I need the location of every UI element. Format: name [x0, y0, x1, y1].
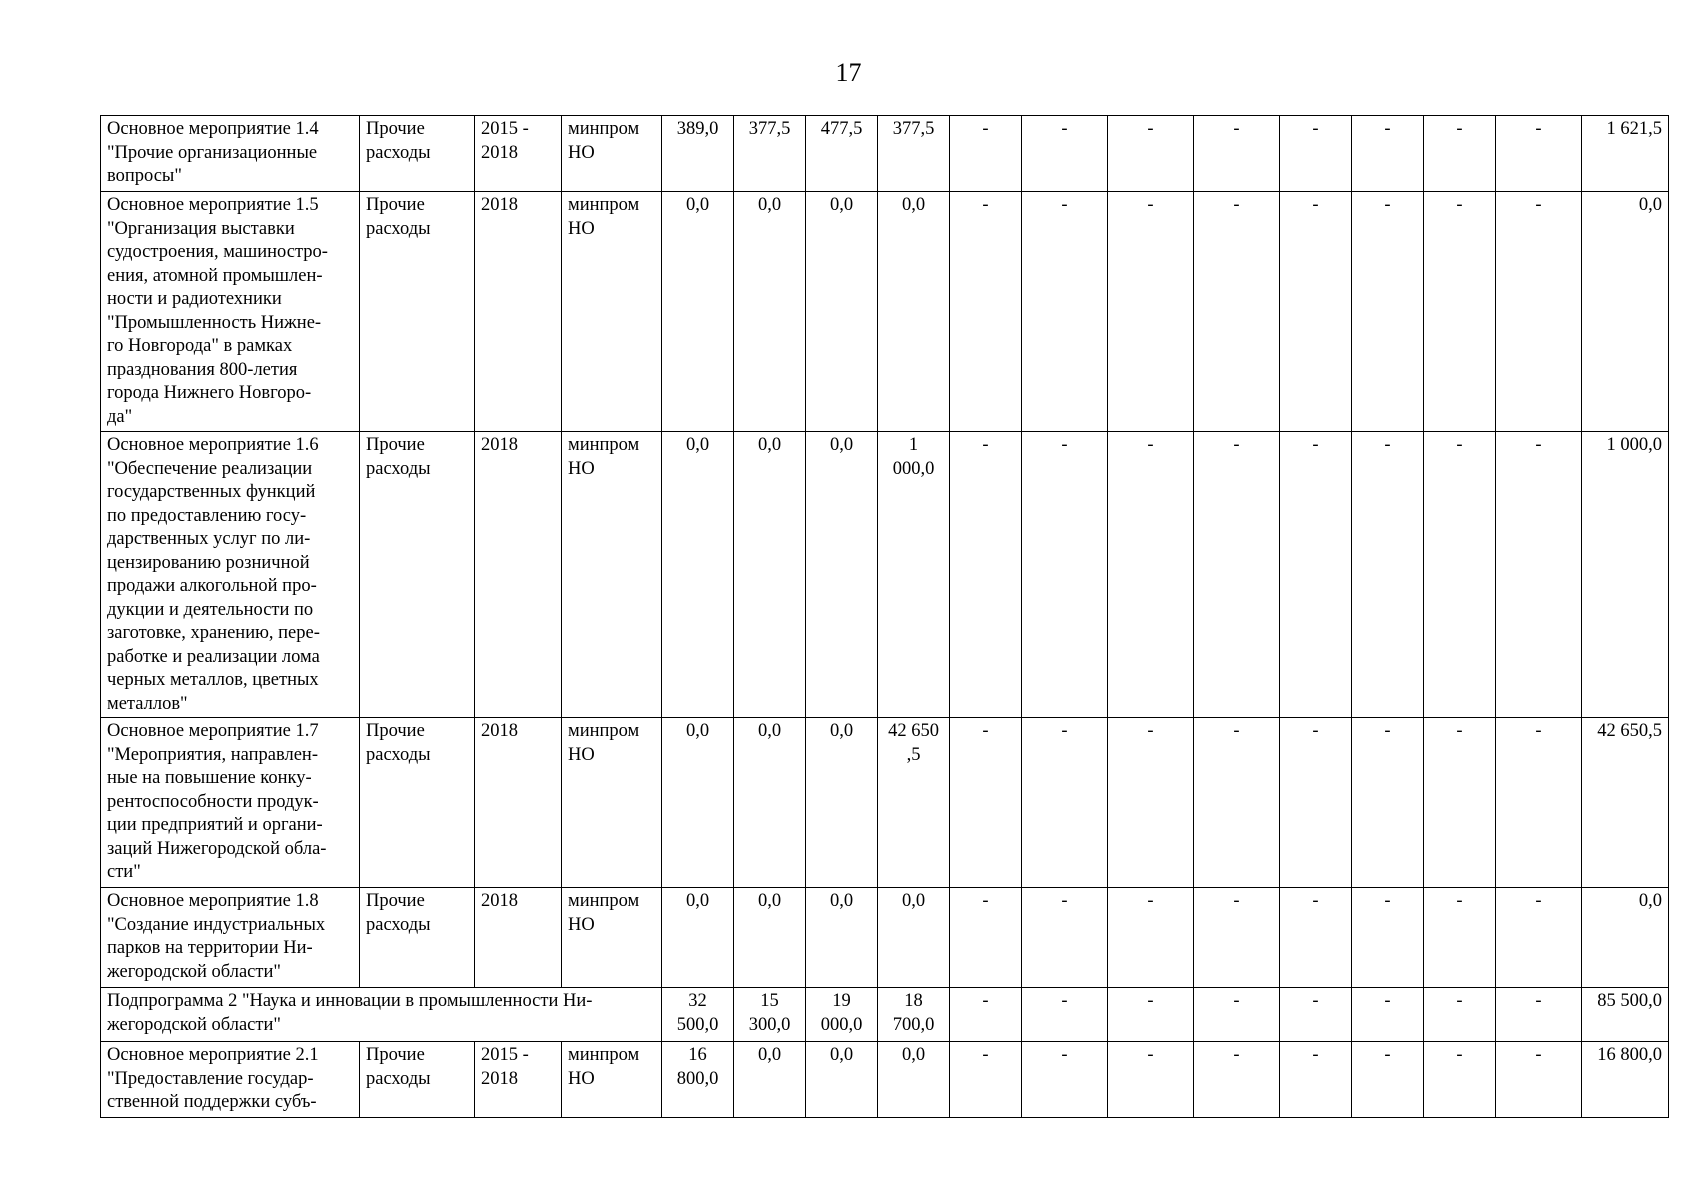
- period-cell: [475, 432, 562, 718]
- executor-cell: [562, 888, 662, 988]
- cell-line: расходы: [366, 458, 431, 479]
- period-cell: [475, 888, 562, 988]
- cell-line: 0,0: [757, 891, 782, 911]
- cell-line: жегородской области": [107, 1014, 281, 1035]
- activity-row: [101, 116, 1669, 192]
- cell-line: черных металлов, цветных: [107, 670, 319, 690]
- executor-cell: [562, 1042, 662, 1118]
- cell-line: "Создание индустриальных: [107, 914, 326, 935]
- empty-value-cell: -: [1108, 718, 1194, 888]
- cell-line: празднования 800-летия: [107, 359, 298, 380]
- cell-line: Прочие: [366, 119, 425, 139]
- cell-line: минпром: [568, 119, 640, 139]
- empty-value-cell: -: [1352, 1042, 1424, 1118]
- executor-cell: [562, 432, 662, 718]
- empty-value-cell: -: [1108, 192, 1194, 432]
- empty-value-cell: -: [1194, 1042, 1280, 1118]
- year-value-cell: [878, 888, 950, 988]
- empty-value-cell: -: [1108, 988, 1194, 1042]
- empty-value-cell: -: [1280, 116, 1352, 192]
- empty-value-cell: -: [1496, 988, 1582, 1042]
- cell-line: 0,0: [829, 195, 854, 215]
- empty-value-cell: -: [950, 888, 1022, 988]
- cell-line: дарственных услуг по ли-: [107, 529, 311, 549]
- budget-table: [100, 115, 1669, 1118]
- cell-line: "Мероприятия, направлен-: [107, 744, 318, 765]
- empty-value-cell: -: [1022, 432, 1108, 718]
- activity-row: [101, 718, 1669, 888]
- year-value-cell: [734, 888, 806, 988]
- cell-line: Подпрограмма 2 "Наука и инновации в промышленности Ни-: [107, 991, 593, 1011]
- cell-line: Прочие: [366, 195, 425, 215]
- executor-cell: [562, 192, 662, 432]
- cell-line: 477,5: [820, 119, 863, 139]
- cell-line: го Новгорода" в рамках: [107, 336, 293, 356]
- cell-line: 0,0: [901, 195, 926, 215]
- expense-type-cell: [360, 1042, 475, 1118]
- total-cell: 1 621,5: [1582, 116, 1669, 192]
- total-cell: 0,0: [1582, 192, 1669, 432]
- cell-line: 0,0: [757, 435, 782, 455]
- cell-line: 700,0: [892, 1014, 935, 1035]
- cell-line: НО: [568, 218, 595, 239]
- cell-line: ции предприятий и органи-: [107, 815, 323, 835]
- empty-value-cell: -: [1108, 432, 1194, 718]
- period-cell: [475, 718, 562, 888]
- expense-type-cell: [360, 432, 475, 718]
- cell-line: 377,5: [748, 119, 791, 139]
- empty-value-cell: -: [1280, 432, 1352, 718]
- empty-value-cell: -: [1022, 888, 1108, 988]
- year-value-cell: [878, 432, 950, 718]
- year-value-cell: [806, 432, 878, 718]
- empty-value-cell: -: [1022, 1042, 1108, 1118]
- empty-value-cell: -: [950, 1042, 1022, 1118]
- empty-value-cell: -: [1352, 718, 1424, 888]
- empty-value-cell: -: [1022, 116, 1108, 192]
- cell-line: заготовке, хранению, пере-: [107, 623, 320, 643]
- year-value-cell: [878, 718, 950, 888]
- expense-type-cell: [360, 888, 475, 988]
- cell-line: 42 650: [888, 721, 939, 741]
- expense-type-cell: [360, 718, 475, 888]
- cell-line: 000,0: [892, 458, 935, 479]
- empty-value-cell: -: [1022, 988, 1108, 1042]
- cell-line: 0,0: [757, 1045, 782, 1065]
- cell-line: 2018: [481, 891, 518, 911]
- year-value-cell: [662, 888, 734, 988]
- year-value-cell: [806, 1042, 878, 1118]
- cell-line: расходы: [366, 1068, 431, 1089]
- year-value-cell: [878, 192, 950, 432]
- cell-line: жегородской области": [107, 961, 281, 982]
- cell-line: металлов": [107, 693, 188, 714]
- year-value-cell: [734, 718, 806, 888]
- cell-line: сти": [107, 862, 141, 882]
- empty-value-cell: -: [1496, 116, 1582, 192]
- empty-value-cell: -: [1194, 988, 1280, 1042]
- activity-name-cell: [101, 432, 360, 718]
- activity-name-cell: [101, 192, 360, 432]
- table-body: [101, 116, 1669, 1118]
- empty-value-cell: -: [1022, 192, 1108, 432]
- cell-line: 0,0: [829, 1045, 854, 1065]
- year-value-cell: [734, 116, 806, 192]
- total-cell: 85 500,0: [1582, 988, 1669, 1042]
- cell-line: 0,0: [901, 1045, 926, 1065]
- cell-line: 0,0: [685, 195, 710, 215]
- cell-line: 32: [688, 991, 707, 1011]
- cell-line: "Предоставление государ-: [107, 1068, 314, 1089]
- cell-line: 2018: [481, 721, 518, 741]
- year-value-cell: [806, 718, 878, 888]
- cell-line: Прочие: [366, 1045, 425, 1065]
- empty-value-cell: -: [950, 988, 1022, 1042]
- cell-line: "Промышленность Нижне-: [107, 312, 322, 333]
- year-value-cell: [806, 988, 878, 1042]
- cell-line: "Прочие организационные: [107, 142, 318, 163]
- empty-value-cell: -: [1022, 718, 1108, 888]
- year-value-cell: [662, 718, 734, 888]
- cell-line: "Организация выставки: [107, 218, 295, 239]
- activity-name-cell: [101, 718, 360, 888]
- activity-row: [101, 432, 1669, 718]
- cell-line: Прочие: [366, 435, 425, 455]
- cell-line: ения, атомной промышлен-: [107, 265, 323, 286]
- year-value-cell: [662, 192, 734, 432]
- empty-value-cell: -: [1194, 888, 1280, 988]
- cell-line: ности и радиотехники: [107, 289, 282, 309]
- empty-value-cell: -: [1280, 888, 1352, 988]
- cell-line: расходы: [366, 744, 431, 765]
- year-value-cell: [806, 116, 878, 192]
- empty-value-cell: -: [1424, 988, 1496, 1042]
- empty-value-cell: -: [1424, 192, 1496, 432]
- period-cell: [475, 1042, 562, 1118]
- empty-value-cell: -: [1496, 432, 1582, 718]
- empty-value-cell: -: [1194, 192, 1280, 432]
- cell-line: минпром: [568, 435, 640, 455]
- cell-line: продажи алкогольной про-: [107, 576, 317, 596]
- empty-value-cell: -: [1352, 116, 1424, 192]
- cell-line: 19: [832, 991, 851, 1011]
- cell-line: цензированию розничной: [107, 552, 310, 573]
- empty-value-cell: -: [1352, 888, 1424, 988]
- empty-value-cell: -: [1496, 888, 1582, 988]
- cell-line: минпром: [568, 721, 640, 741]
- empty-value-cell: -: [1496, 1042, 1582, 1118]
- year-value-cell: [806, 888, 878, 988]
- activity-name-cell: [101, 888, 360, 988]
- empty-value-cell: -: [1424, 718, 1496, 888]
- cell-line: Основное мероприятие 1.6: [107, 435, 319, 455]
- cell-line: 800,0: [676, 1068, 719, 1089]
- empty-value-cell: -: [1352, 192, 1424, 432]
- year-value-cell: [878, 116, 950, 192]
- cell-line: 0,0: [685, 891, 710, 911]
- cell-line: ные на повышение конку-: [107, 768, 312, 788]
- cell-line: Прочие: [366, 891, 425, 911]
- cell-line: "Обеспечение реализации: [107, 458, 313, 479]
- cell-line: 500,0: [676, 1014, 719, 1035]
- cell-line: государственных функций: [107, 482, 316, 502]
- empty-value-cell: -: [950, 718, 1022, 888]
- cell-line: 0,0: [829, 891, 854, 911]
- cell-line: 0,0: [685, 435, 710, 455]
- year-value-cell: [662, 432, 734, 718]
- activity-name-cell: [101, 1042, 360, 1118]
- empty-value-cell: -: [1496, 192, 1582, 432]
- empty-value-cell: -: [1424, 432, 1496, 718]
- cell-line: заций Нижегородской обла-: [107, 838, 327, 859]
- cell-line: минпром: [568, 1045, 640, 1065]
- cell-line: судостроения, машиностро-: [107, 242, 328, 262]
- year-value-cell: [806, 192, 878, 432]
- expense-type-cell: [360, 192, 475, 432]
- empty-value-cell: -: [1108, 116, 1194, 192]
- empty-value-cell: -: [950, 432, 1022, 718]
- empty-value-cell: -: [1194, 116, 1280, 192]
- cell-line: 0,0: [757, 721, 782, 741]
- cell-line: расходы: [366, 142, 431, 163]
- cell-line: 0,0: [829, 721, 854, 741]
- cell-line: Основное мероприятие 1.7: [107, 721, 319, 741]
- executor-cell: [562, 116, 662, 192]
- activity-row: [101, 888, 1669, 988]
- cell-line: НО: [568, 1068, 595, 1089]
- cell-line: 1: [908, 435, 919, 455]
- cell-line: вопросы": [107, 166, 182, 186]
- year-value-cell: [662, 1042, 734, 1118]
- cell-line: 300,0: [748, 1014, 791, 1035]
- cell-line: минпром: [568, 891, 640, 911]
- empty-value-cell: -: [950, 192, 1022, 432]
- total-cell: 1 000,0: [1582, 432, 1669, 718]
- empty-value-cell: -: [1194, 432, 1280, 718]
- cell-line: 2018: [481, 195, 518, 215]
- page-number: 17: [835, 58, 862, 87]
- empty-value-cell: -: [1424, 1042, 1496, 1118]
- empty-value-cell: -: [1194, 718, 1280, 888]
- cell-line: рентоспособности продук-: [107, 791, 319, 812]
- cell-line: 18: [904, 991, 923, 1011]
- cell-line: Основное мероприятие 1.5: [107, 195, 319, 215]
- year-value-cell: [734, 432, 806, 718]
- cell-line: по предоставлению госу-: [107, 505, 307, 526]
- year-value-cell: [662, 116, 734, 192]
- cell-line: 389,0: [676, 119, 719, 139]
- total-cell: 0,0: [1582, 888, 1669, 988]
- activity-row: [101, 192, 1669, 432]
- cell-line: НО: [568, 744, 595, 765]
- cell-line: 0,0: [757, 195, 782, 215]
- cell-line: НО: [568, 142, 595, 163]
- cell-line: Основное мероприятие 1.8: [107, 891, 319, 911]
- expense-type-cell: [360, 116, 475, 192]
- cell-line: работке и реализации лома: [107, 646, 320, 667]
- cell-line: парков на территории Ни-: [107, 938, 313, 958]
- period-cell: [475, 116, 562, 192]
- year-value-cell: [878, 988, 950, 1042]
- cell-line: 0,0: [901, 891, 926, 911]
- empty-value-cell: -: [1352, 432, 1424, 718]
- cell-line: дукции и деятельности по: [107, 599, 314, 620]
- cell-line: ,5: [906, 744, 921, 765]
- subprogram-row: [101, 988, 1669, 1042]
- cell-line: 377,5: [892, 119, 935, 139]
- cell-line: 2018: [481, 435, 518, 455]
- total-cell: 42 650,5: [1582, 718, 1669, 888]
- cell-line: расходы: [366, 218, 431, 239]
- empty-value-cell: -: [1496, 718, 1582, 888]
- empty-value-cell: -: [1424, 888, 1496, 988]
- cell-line: ственной поддержки субъ-: [107, 1092, 317, 1112]
- activity-row: [101, 1042, 1669, 1118]
- empty-value-cell: -: [1352, 988, 1424, 1042]
- empty-value-cell: -: [950, 116, 1022, 192]
- empty-value-cell: -: [1280, 192, 1352, 432]
- empty-value-cell: -: [1280, 718, 1352, 888]
- cell-line: 0,0: [829, 435, 854, 455]
- empty-value-cell: -: [1280, 988, 1352, 1042]
- cell-line: Прочие: [366, 721, 425, 741]
- cell-line: 2015 -: [481, 119, 529, 139]
- year-value-cell: [662, 988, 734, 1042]
- cell-line: города Нижнего Новгоро-: [107, 383, 312, 403]
- cell-line: НО: [568, 914, 595, 935]
- period-cell: [475, 192, 562, 432]
- cell-line: да": [107, 406, 133, 427]
- cell-line: 2015 -: [481, 1045, 529, 1065]
- cell-line: Основное мероприятие 1.4: [107, 119, 319, 139]
- cell-line: расходы: [366, 914, 431, 935]
- cell-line: 0,0: [685, 721, 710, 741]
- cell-line: 2018: [481, 142, 518, 163]
- empty-value-cell: -: [1280, 1042, 1352, 1118]
- cell-line: 16: [688, 1045, 707, 1065]
- executor-cell: [562, 718, 662, 888]
- cell-line: 2018: [481, 1068, 518, 1089]
- cell-line: НО: [568, 458, 595, 479]
- total-cell: 16 800,0: [1582, 1042, 1669, 1118]
- empty-value-cell: -: [1108, 888, 1194, 988]
- empty-value-cell: -: [1424, 116, 1496, 192]
- year-value-cell: [734, 192, 806, 432]
- year-value-cell: [734, 1042, 806, 1118]
- cell-line: Основное мероприятие 2.1: [107, 1045, 319, 1065]
- empty-value-cell: -: [1108, 1042, 1194, 1118]
- cell-line: минпром: [568, 195, 640, 215]
- activity-name-cell: [101, 116, 360, 192]
- cell-line: 000,0: [820, 1014, 863, 1035]
- year-value-cell: [734, 988, 806, 1042]
- subprogram-name-cell: [101, 988, 662, 1042]
- year-value-cell: [878, 1042, 950, 1118]
- cell-line: 15: [760, 991, 779, 1011]
